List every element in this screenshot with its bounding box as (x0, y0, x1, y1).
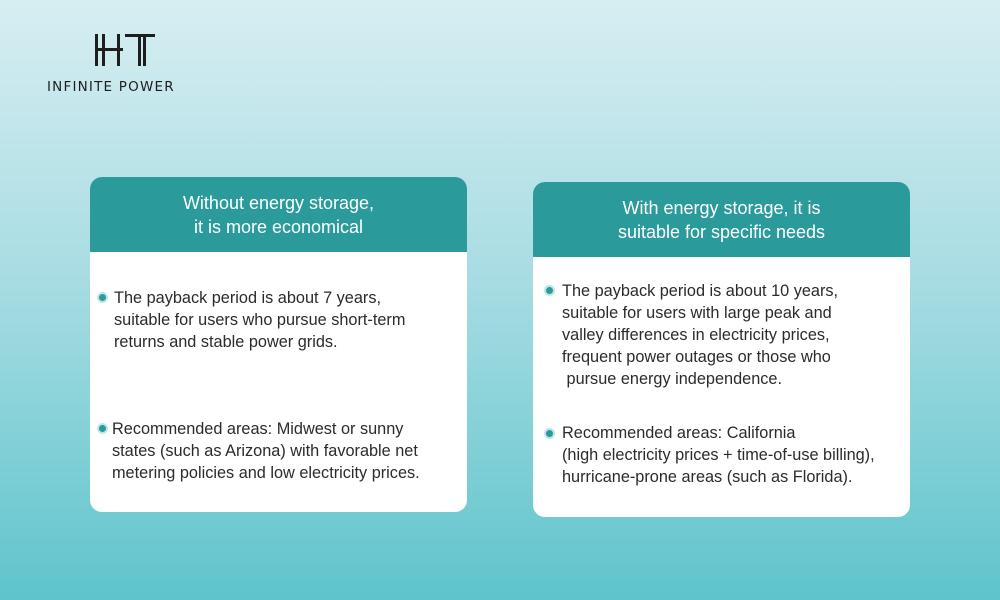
bullet-dot-icon (546, 430, 553, 437)
card-with-storage (533, 182, 910, 517)
brand-tagline: INFINITE POWER (47, 79, 175, 95)
bullet-line: hurricane-prone areas (such as Florida). (562, 468, 853, 486)
bullet-line: The payback period is about 10 years, (562, 282, 839, 300)
card-title-line: it is more economical (193, 216, 364, 237)
bullet-line: Recommended areas: California (562, 424, 796, 442)
bullet-line: frequent power outages or those who (562, 348, 831, 366)
bullet-line: (high electricity prices + time-of-use billing), (562, 446, 875, 464)
bullet-recommended-areas (562, 422, 898, 488)
ht-logo-mark (95, 32, 157, 68)
bullet-recommended-areas (112, 418, 455, 484)
bullet-dot-icon (546, 287, 553, 294)
bullet-line: pursue energy independence. (562, 370, 782, 388)
card-title-line: With energy storage, it is (622, 197, 821, 218)
bullet-line: Recommended areas: Midwest or sunny (112, 420, 404, 438)
bullet-payback (114, 287, 455, 353)
card-title-line: suitable for specific needs (617, 221, 826, 242)
bullet-line: states (such as Arizona) with favorable net (112, 442, 418, 460)
bullet-line: metering policies and low electricity prices. (112, 464, 420, 482)
bullet-dot-icon (99, 294, 106, 301)
bullet-line: The payback period is about 7 years, (114, 289, 381, 307)
bullet-line: valley differences in electricity prices, (562, 326, 830, 344)
card-title-line: Without energy storage, (182, 192, 375, 213)
bullet-line: returns and stable power grids. (114, 333, 338, 351)
card-header (533, 182, 910, 257)
card-header (90, 177, 467, 252)
bullet-line: suitable for users who pursue short-term (114, 311, 406, 329)
bullet-line: suitable for users with large peak and (562, 304, 832, 322)
bullet-dot-icon (99, 425, 106, 432)
bullet-payback (562, 280, 898, 390)
card-without-storage (90, 177, 467, 512)
